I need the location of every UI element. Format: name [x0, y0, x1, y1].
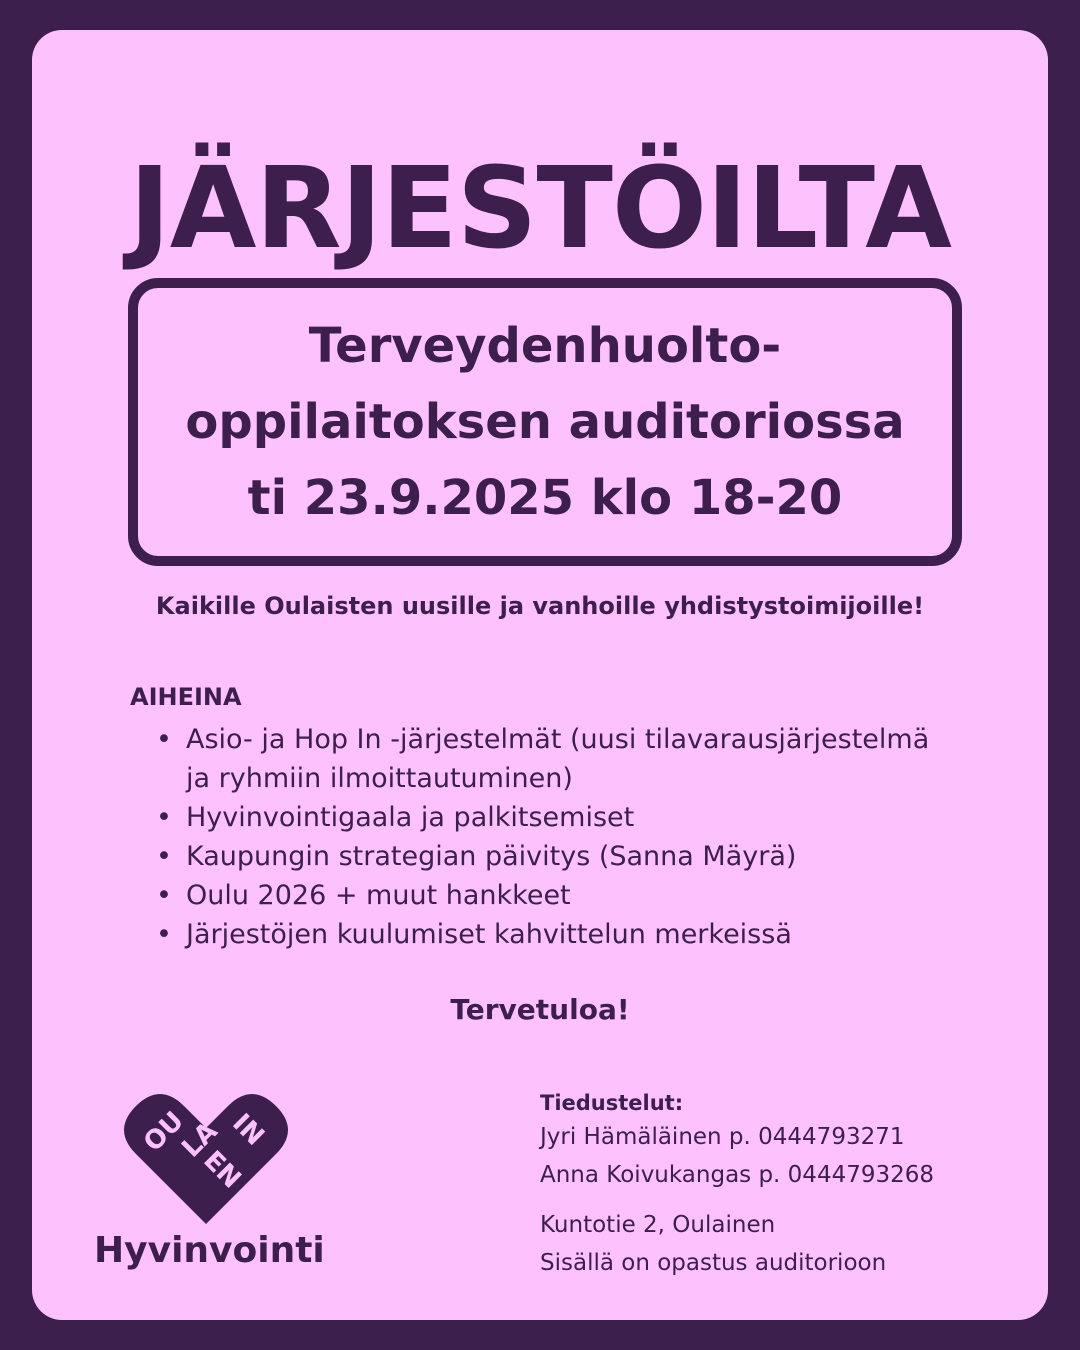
svg-text:OU: OU: [138, 1106, 190, 1158]
topic-item: • Asio- ja Hop In -järjestelmät (uusi tilavarausjärjestelmä: [184, 720, 984, 759]
logo-label: Hyvinvointi: [94, 1230, 325, 1271]
topics-heading: AIHEINA: [130, 683, 242, 711]
contact-person: Anna Koivukangas p. 0444793268: [540, 1162, 935, 1188]
event-location-line2: oppilaitoksen auditoriossa: [185, 394, 905, 450]
poster-card: [32, 30, 1048, 1320]
svg-text:IN: IN: [226, 1108, 270, 1152]
contact-person: Jyri Hämäläinen p. 0444793271: [540, 1124, 905, 1150]
contact-heading: Tiedustelut:: [540, 1091, 684, 1115]
topic-item: • Hyvinvointigaala ja palkitsemiset: [184, 798, 984, 837]
svg-text:LA: LA: [176, 1116, 224, 1164]
svg-text:EN: EN: [197, 1145, 247, 1195]
topic-item: • Järjestöjen kuulumiset kahvittelun merkeissä: [184, 915, 984, 954]
audience-text: Kaikille Oulaisten uusille ja vanhoille yhdistystoimijoille!: [155, 592, 925, 620]
topics-list: [184, 720, 984, 954]
event-location-line1: Terveydenhuolto-: [308, 318, 782, 374]
event-datetime: ti 23.9.2025 klo 18-20: [247, 470, 843, 526]
headline: JÄRJESTÖILTA: [129, 144, 951, 274]
contact-info: [540, 1088, 934, 1282]
contact-spacer: [540, 1194, 934, 1206]
directions-note: Sisällä on opastus auditorioon: [540, 1250, 887, 1276]
topic-item-continuation: ja ryhmiin ilmoittautuminen): [186, 763, 573, 794]
topic-item: • Oulu 2026 + muut hankkeet: [184, 876, 984, 915]
oulainen-heart-logo-icon: [118, 1074, 294, 1230]
address: Kuntotie 2, Oulainen: [540, 1212, 776, 1238]
topic-item: • Kaupungin strategian päivitys (Sanna Mäyrä): [184, 837, 984, 876]
welcome-text: Tervetuloa!: [450, 993, 630, 1026]
event-info-box: [128, 278, 962, 566]
